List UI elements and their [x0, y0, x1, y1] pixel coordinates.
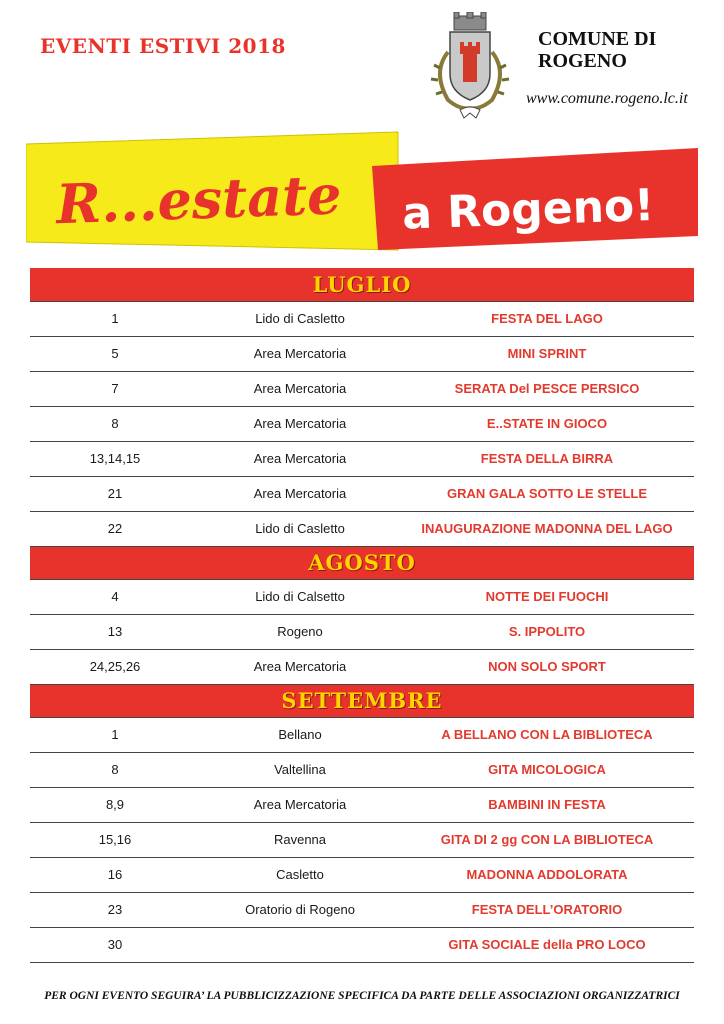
event-title: GITA DI 2 gg CON LA BIBLIOTECA	[400, 822, 694, 857]
event-place: Area Mercatoria	[200, 371, 400, 406]
event-date: 13,14,15	[30, 441, 200, 476]
month-header-settembre: SETTEMBRE	[30, 684, 694, 717]
table-row	[30, 649, 694, 684]
table-row	[30, 927, 694, 962]
event-place: Area Mercatoria	[200, 406, 400, 441]
event-date: 15,16	[30, 822, 200, 857]
page-title: EVENTI ESTIVI 2018	[40, 34, 286, 58]
event-place: Valtellina	[200, 752, 400, 787]
event-title: FESTA DEL LAGO	[400, 301, 694, 336]
table-row	[30, 476, 694, 511]
municipality-name: COMUNE DI ROGENO	[538, 28, 657, 72]
banner-right-text: a Rogeno!	[401, 179, 656, 240]
event-place: Area Mercatoria	[200, 787, 400, 822]
table-row	[30, 336, 694, 371]
event-place	[200, 927, 400, 962]
event-date: 1	[30, 717, 200, 752]
event-title: NON SOLO SPORT	[400, 649, 694, 684]
event-title: NOTTE DEI FUOCHI	[400, 579, 694, 614]
events-table	[30, 268, 694, 963]
event-place: Rogeno	[200, 614, 400, 649]
event-title: BAMBINI IN FESTA	[400, 787, 694, 822]
event-title: FESTA DELLA BIRRA	[400, 441, 694, 476]
table-row	[30, 301, 694, 336]
table-row	[30, 857, 694, 892]
table-row	[30, 614, 694, 649]
event-title: GRAN GALA SOTTO LE STELLE	[400, 476, 694, 511]
event-title: FESTA DELL’ORATORIO	[400, 892, 694, 927]
event-place: Lido di Calsetto	[200, 579, 400, 614]
event-date: 21	[30, 476, 200, 511]
event-title: MINI SPRINT	[400, 336, 694, 371]
footer-note: PER OGNI EVENTO SEGUIRA’ LA PUBBLICIZZAZIONE SPECIFICA DA PARTE DELLE ASSOCIAZIONI ORGANIZZATRICI	[44, 990, 680, 1002]
table-row	[30, 717, 694, 752]
table-row	[30, 406, 694, 441]
event-title: S. IPPOLITO	[400, 614, 694, 649]
event-place: Area Mercatoria	[200, 336, 400, 371]
event-date: 16	[30, 857, 200, 892]
event-title: GITA SOCIALE della PRO LOCO	[400, 927, 694, 962]
event-date: 1	[30, 301, 200, 336]
table-row	[30, 579, 694, 614]
event-date: 13	[30, 614, 200, 649]
event-title: MADONNA ADDOLORATA	[400, 857, 694, 892]
event-place: Oratorio di Rogeno	[200, 892, 400, 927]
event-place: Area Mercatoria	[200, 476, 400, 511]
event-date: 7	[30, 371, 200, 406]
event-date: 8	[30, 406, 200, 441]
event-date: 8,9	[30, 787, 200, 822]
event-place: Area Mercatoria	[200, 441, 400, 476]
banner-left-text: R...estate	[55, 162, 343, 237]
event-place: Lido di Casletto	[200, 511, 400, 546]
event-place: Lido di Casletto	[200, 301, 400, 336]
event-date: 4	[30, 579, 200, 614]
event-date: 22	[30, 511, 200, 546]
event-date: 23	[30, 892, 200, 927]
event-date: 30	[30, 927, 200, 962]
event-place: Casletto	[200, 857, 400, 892]
summer-banner	[26, 126, 698, 256]
table-row	[30, 371, 694, 406]
month-header-luglio: LUGLIO	[30, 268, 694, 301]
event-place: Ravenna	[200, 822, 400, 857]
event-date: 5	[30, 336, 200, 371]
event-date: 24,25,26	[30, 649, 200, 684]
event-title: GITA MICOLOGICA	[400, 752, 694, 787]
event-date: 8	[30, 752, 200, 787]
table-row	[30, 752, 694, 787]
event-title: INAUGURAZIONE MADONNA DEL LAGO	[400, 511, 694, 546]
event-place: Area Mercatoria	[200, 649, 400, 684]
event-place: Bellano	[200, 717, 400, 752]
table-row	[30, 511, 694, 546]
website-url: www.comune.rogeno.lc.it	[526, 90, 688, 107]
event-title: E..STATE IN GIOCO	[400, 406, 694, 441]
event-title: SERATA Del PESCE PERSICO	[400, 371, 694, 406]
table-row	[30, 787, 694, 822]
table-row	[30, 822, 694, 857]
month-header-agosto: AGOSTO	[30, 546, 694, 579]
table-row	[30, 441, 694, 476]
table-row	[30, 892, 694, 927]
event-title: A BELLANO CON LA BIBLIOTECA	[400, 717, 694, 752]
coat-of-arms-icon	[420, 12, 520, 120]
